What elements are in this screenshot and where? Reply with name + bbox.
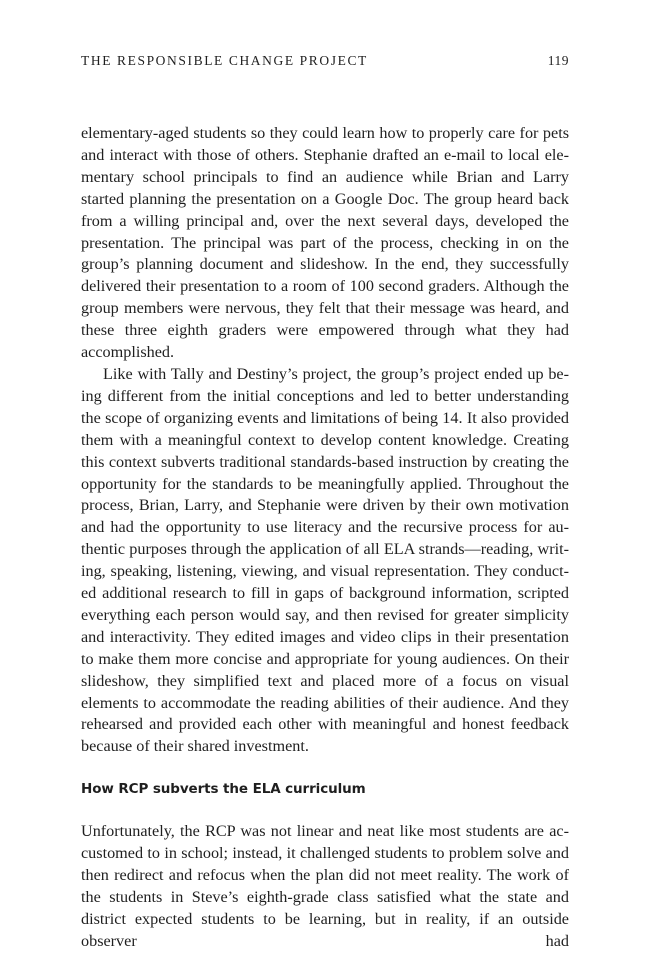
page-number: 119 bbox=[547, 53, 569, 68]
paragraph-3: Unfortunately, the RCP was not linear and neat like most students are accustomed to in school; instead, it challenged students to problem solve and then redirect and refocus when the plan did not meet reality. The work of the students in Steve’s eighth-grade class satisfied what the state and district expected students to be learning, but in reality, if an outside observer had bbox=[81, 822, 569, 950]
section-heading: How RCP subverts the ELA curriculum bbox=[81, 781, 366, 798]
running-title: THE RESPONSIBLE CHANGE PROJECT bbox=[81, 53, 368, 68]
paragraph-1: elementary-aged students so they could learn how to properly care for pets and interact with those of others. Stephanie drafted an e-mail to local elementary school principals to find an audience while Brian and Larry started planning the presentation on a Google Doc. The group heard back from a willing principal and, over the next several days, developed the presentation. The principal was part of the process, checking in on the group’s planning document and slideshow. In the end, they successfully delivered their presentation to a room of 100 second graders. Although the group members were nervous, they felt that their message was heard, and these three eighth graders were empowered through what they had accomplished. bbox=[81, 124, 569, 362]
running-head bbox=[81, 53, 569, 71]
body-text bbox=[81, 123, 569, 953]
paragraph-2: Like with Tally and Destiny’s project, the group’s project ended up being different from the initial conceptions and led to better understanding the scope of organizing events and limitations of being 14. It also provided them with a meaningful context to develop content knowledge. Creating this context subverts traditional standards-based instruction by creating the opportunity for the standards to be meaningfully applied. Throughout the process, Brian, Larry, and Stephanie were driven by their own motivation and had the opportunity to use literacy and the recursive process for authentic purposes through the application of all ELA strands—reading, writing, speaking, listening, viewing, and visual representation. They conducted additional research to fill in gaps of background information, scripted everything each person would say, and then revised for greater simplicity and interactivity. They edited images and video clips in their presentation to make them more concise and appropriate for young audiences. On their slideshow, they simplified text and placed more of a focus on visual elements to accommodate the reading abilities of their audience. And they rehearsed and provided each other with meaningful and honest feedback because of their shared investment. bbox=[81, 364, 569, 756]
